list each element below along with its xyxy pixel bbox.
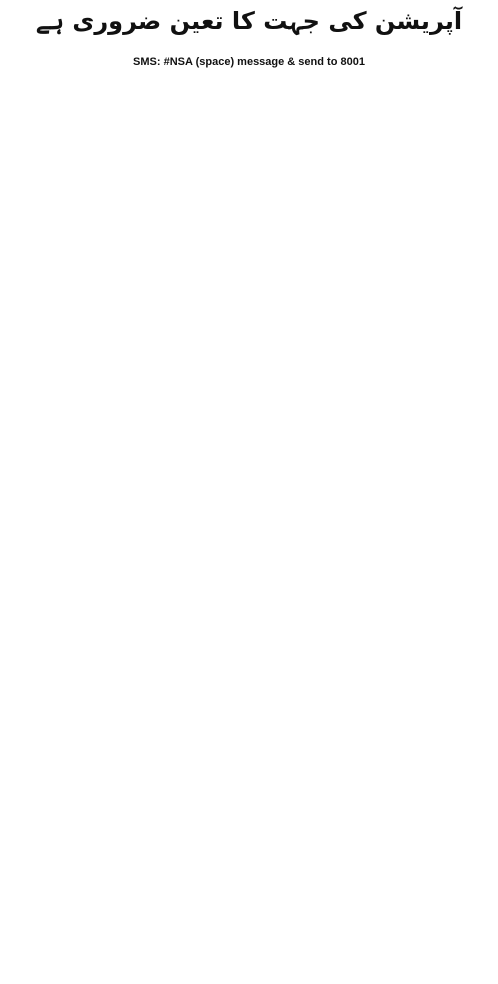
article-paragraph-7 [8,209,490,228]
article-body [8,71,490,274]
article-paragraph-4 [8,140,490,159]
article-paragraph-2 [8,94,490,113]
article-paragraph-8 [8,232,490,251]
article-headline: آپریشن کی جہت کا تعین ضروری ہے [35,7,463,35]
article-paragraph-6 [8,186,490,205]
sms-instruction: SMS: #NSA (space) message & send to 8001 [133,56,365,68]
article-paragraph-3 [8,117,490,136]
article-paragraph-1 [8,71,490,90]
author-byline [8,36,490,54]
article-paragraph-5 [8,163,490,182]
article-paragraph-9 [8,255,490,274]
